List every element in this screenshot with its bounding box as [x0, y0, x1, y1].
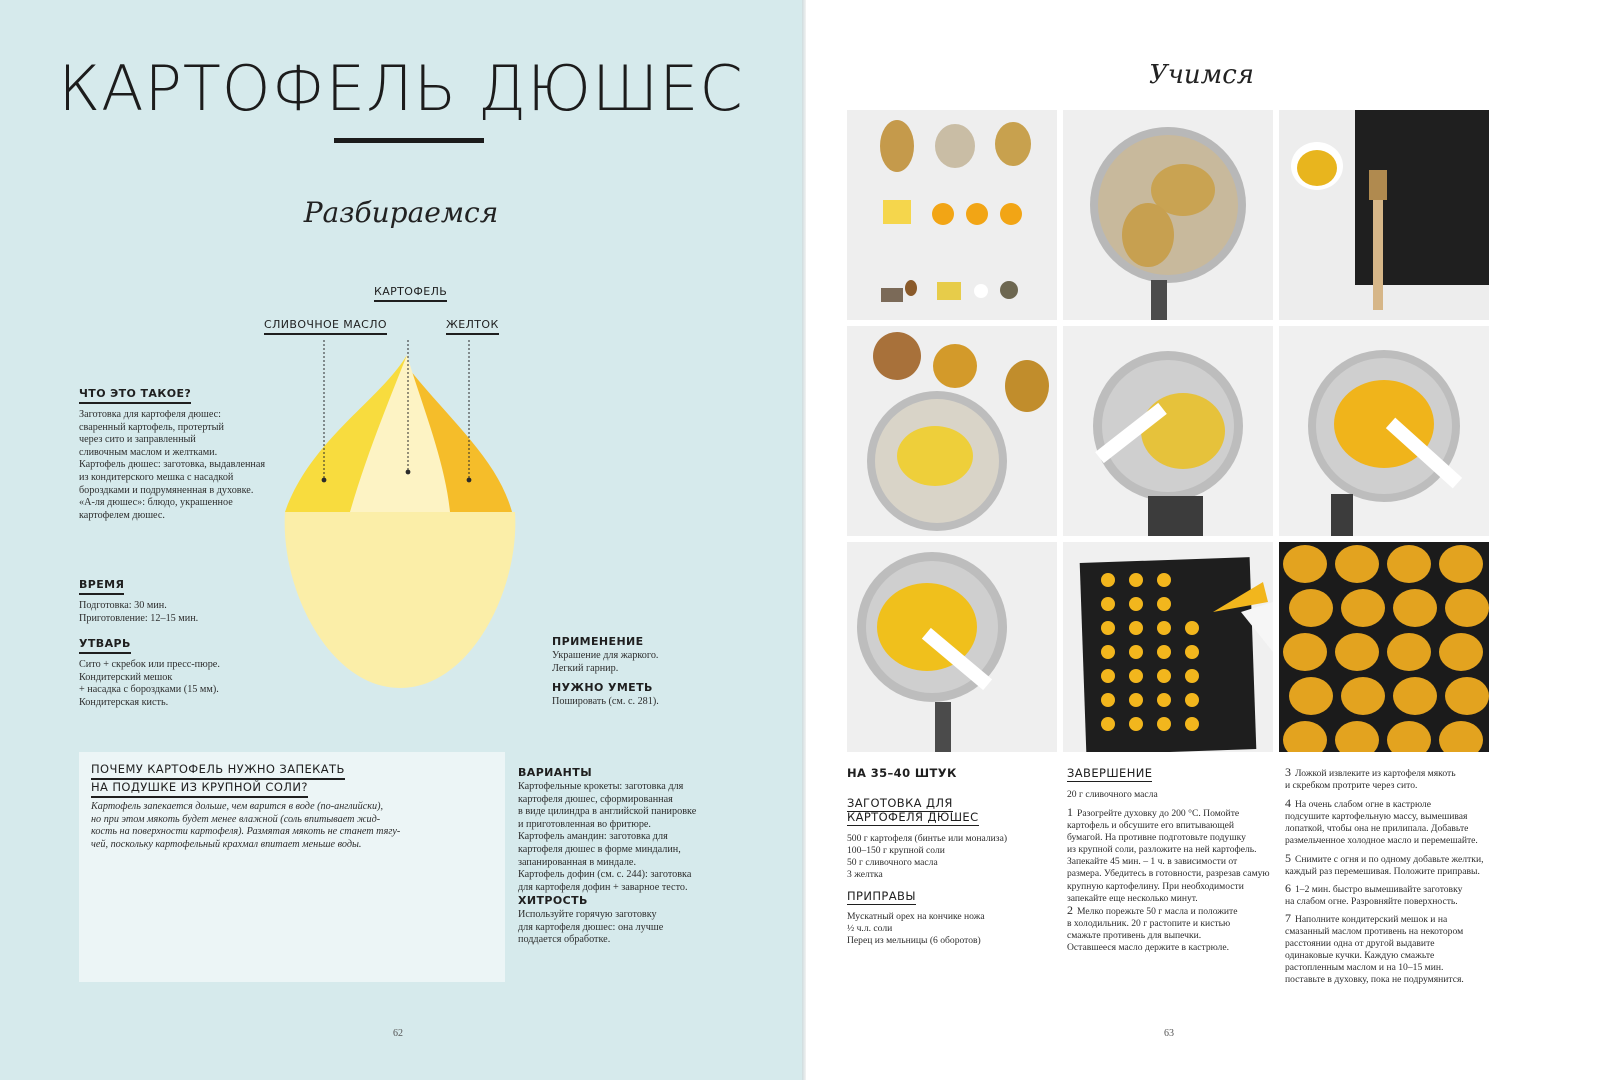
baked-puff: [1393, 589, 1437, 627]
baked-puff: [1445, 677, 1489, 715]
piped-puff: [1129, 573, 1143, 587]
piped-puff: [1157, 717, 1171, 731]
tools-text: Сито + скребок или пресс-пюре. Кондитерский мешок + насадка с бороздками (15 мм). Кондитерская кисть.: [79, 659, 220, 708]
piped-puff: [1129, 693, 1143, 707]
piped-puff: [1101, 693, 1115, 707]
right-page: [806, 0, 1597, 1080]
baked-puff: [1283, 633, 1327, 671]
baked-puff: [1439, 721, 1483, 752]
piped-puff: [1157, 693, 1171, 707]
tools-heading: УТВАРЬ: [79, 637, 131, 654]
baked-puff: [1387, 633, 1431, 671]
tip-text: Используйте горячую заготовку для картофеля дюшес: она лучше поддается обработке.: [518, 909, 664, 946]
time-heading: ВРЕМЯ: [79, 578, 124, 595]
section-title-learning: Учимся: [1148, 60, 1255, 90]
skills-text: Пошировать (см. с. 281).: [552, 696, 659, 707]
page-number-right: 63: [1164, 1028, 1174, 1039]
spices-heading: ПРИПРАВЫ: [847, 889, 916, 903]
baked-puff: [1283, 721, 1327, 752]
title-rule: [334, 138, 484, 143]
step-7: 7 Наполните кондитерский мешок и на смазанный маслом противень на некотором расстоянии одна от другой выдавите одинаковые кучки. Каждую смажьте растопленным маслом и на 10–15 мин. поставьте в духовку, пока не подрумянится.: [1285, 911, 1464, 986]
piped-puff: [1185, 621, 1199, 635]
what-heading: ЧТО ЭТО ТАКОЕ?: [79, 387, 191, 404]
baked-puff: [1387, 545, 1431, 583]
baked-puff: [1341, 589, 1385, 627]
base-heading-2: КАРТОФЕЛЯ ДЮШЕС: [847, 810, 979, 824]
piped-puff: [1185, 645, 1199, 659]
piped-puff: [1129, 597, 1143, 611]
piped-puff: [1101, 597, 1115, 611]
step-4: 4 На очень слабом огне в кастрюле подсушите картофельную массу, вымешивая лопаткой, чтобы она не прилипала. Добавьте размельченное холодное масло и перемешайте.: [1285, 796, 1478, 847]
spices-list: Мускатный орех на кончике ножа ½ ч.л. соли Перец из мельницы (6 оборотов): [847, 911, 985, 947]
baked-puff: [1289, 677, 1333, 715]
step-6: 6 1–2 мин. быстро вымешивайте заготовку на слабом огне. Разровняйте поверхность.: [1285, 881, 1463, 908]
step-1: 1 Разогрейте духовку до 200 °С. Помойте картофель и обсушите его впитывающей бумагой. На противне подготовьте подушку из крупной соли, разложите на ней картофель. Запекайте 45 мин. – 1 ч. в зависимости от размера. Убедитесь в готовности, разрезав самую крупную картофелину. При необходимости запекайте еще несколько минут.: [1067, 805, 1270, 904]
potatoes-on-salt-photo: [1063, 110, 1273, 320]
piping-tray-photo: [1063, 542, 1273, 752]
usage-heading: ПРИМЕНЕНИЕ: [552, 635, 644, 648]
step-2: 2 Мелко порежьте 50 г масла и положите в холодильник. 20 г растопите и кистью смажьте противень для выпечки. Оставшееся масло держите в кастрюле.: [1067, 903, 1238, 954]
piped-puff: [1129, 645, 1143, 659]
potato-bulb: [285, 512, 516, 688]
mixed-mash-photo: [847, 542, 1057, 752]
baked-puff: [1387, 721, 1431, 752]
piped-puff: [1101, 573, 1115, 587]
baked-puff: [1341, 677, 1385, 715]
time-text: Подготовка: 30 мин. Приготовление: 12–15 мин.: [79, 600, 199, 624]
piped-puff: [1157, 669, 1171, 683]
label-potato: КАРТОФЕЛЬ: [374, 285, 447, 302]
step-5: 5 Снимите с огня и по одному добавьте желтки, каждый раз перемешивая. Положите приправы.: [1285, 851, 1484, 878]
piped-puff: [1129, 669, 1143, 683]
base-ingredients: 500 г картофеля (бинтье или монализа) 100–150 г крупной соли 50 г сливочного масла 3 желтка: [847, 833, 1008, 881]
piped-puff: [1185, 669, 1199, 683]
why-heading-1: ПОЧЕМУ КАРТОФЕЛЬ НУЖНО ЗАПЕКАТЬ: [91, 762, 345, 776]
baked-duchess-photo: [1279, 542, 1489, 752]
baked-puff: [1439, 545, 1483, 583]
step-3: 3 Ложкой извлеките из картофеля мякоть и скребком протрите через сито.: [1285, 765, 1456, 792]
piped-puff: [1157, 621, 1171, 635]
what-text: Заготовка для картофеля дюшес: сваренный картофель, протертый через сито и заправленный сливочным маслом и желтками. Картофель дюшес: заготовка, выдавленная из кондитерского мешка с насадкой бороздками и подрумяненная в духовке. «А-ля дюшес»: блюдо, украшенное картофелем дюшес.: [79, 409, 266, 521]
why-text: Картофель запекается дольше, чем варится в воде (по-английски), но при этом мякоть будет менее влажной (соль впитывает жид- кость на поверхности картофеля). Размятая мякоть не станет тягу- чей, поскольку картофельный крахмал впитает меньше воды.: [91, 801, 401, 850]
label-yolk: ЖЕЛТОК: [446, 318, 499, 335]
page-title: КАРТОФЕЛЬ ДЮШЕС: [58, 52, 744, 125]
baked-puff: [1335, 633, 1379, 671]
finish-sub: 20 г сливочного масла: [1067, 789, 1158, 800]
piped-puff: [1157, 573, 1171, 587]
variants-text: Картофельные крокеты: заготовка для картофеля дюшес, сформированная в виде цилиндра в английской панировке и приготовленная во фритюре. Картофель амандин: заготовка для картофеля дюшес в форме миндалин, запанированная в миндале. Картофель дофин (см. с. 244): заготовка для картофеля дофин + заварное тесто.: [518, 781, 697, 893]
usage-text: Украшение для жаркого. Легкий гарнир.: [552, 650, 659, 674]
variants-heading: ВАРИАНТЫ: [518, 766, 592, 779]
label-butter: СЛИВОЧНОЕ МАСЛО: [264, 318, 387, 335]
base-heading-1: ЗАГОТОВКА ДЛЯ: [847, 796, 953, 810]
drying-mash-photo: [1063, 326, 1273, 536]
yield-heading: НА 35–40 ШТУК: [847, 766, 957, 780]
ingredients-photo: [847, 110, 1057, 320]
why-heading-2: НА ПОДУШКЕ ИЗ КРУПНОЙ СОЛИ?: [91, 780, 308, 794]
baked-puff: [1445, 589, 1489, 627]
scooping-potato-photo: [847, 326, 1057, 536]
piped-puff: [1101, 669, 1115, 683]
baked-puff: [1283, 545, 1327, 583]
piped-puff: [1157, 645, 1171, 659]
piped-puff: [1157, 597, 1171, 611]
baked-puff: [1335, 721, 1379, 752]
section-title-understanding: Разбираемся: [303, 196, 499, 229]
baked-puff: [1335, 545, 1379, 583]
piped-puff: [1129, 717, 1143, 731]
piped-puff: [1101, 621, 1115, 635]
ingredient-diagram: [270, 340, 550, 700]
finish-heading: ЗАВЕРШЕНИЕ: [1067, 766, 1153, 780]
piped-puff: [1129, 621, 1143, 635]
piped-puff: [1185, 717, 1199, 731]
skills-heading: НУЖНО УМЕТЬ: [552, 681, 653, 694]
baked-puff: [1289, 589, 1333, 627]
butter-brush-photo: [1279, 110, 1489, 320]
piped-puff: [1185, 693, 1199, 707]
baked-puff: [1439, 633, 1483, 671]
tip-heading: ХИТРОСТЬ: [518, 894, 588, 907]
piped-puff: [1101, 717, 1115, 731]
piped-puff: [1101, 645, 1115, 659]
adding-yolks-photo: [1279, 326, 1489, 536]
baked-puff: [1393, 677, 1437, 715]
page-number-left: 62: [393, 1028, 403, 1039]
